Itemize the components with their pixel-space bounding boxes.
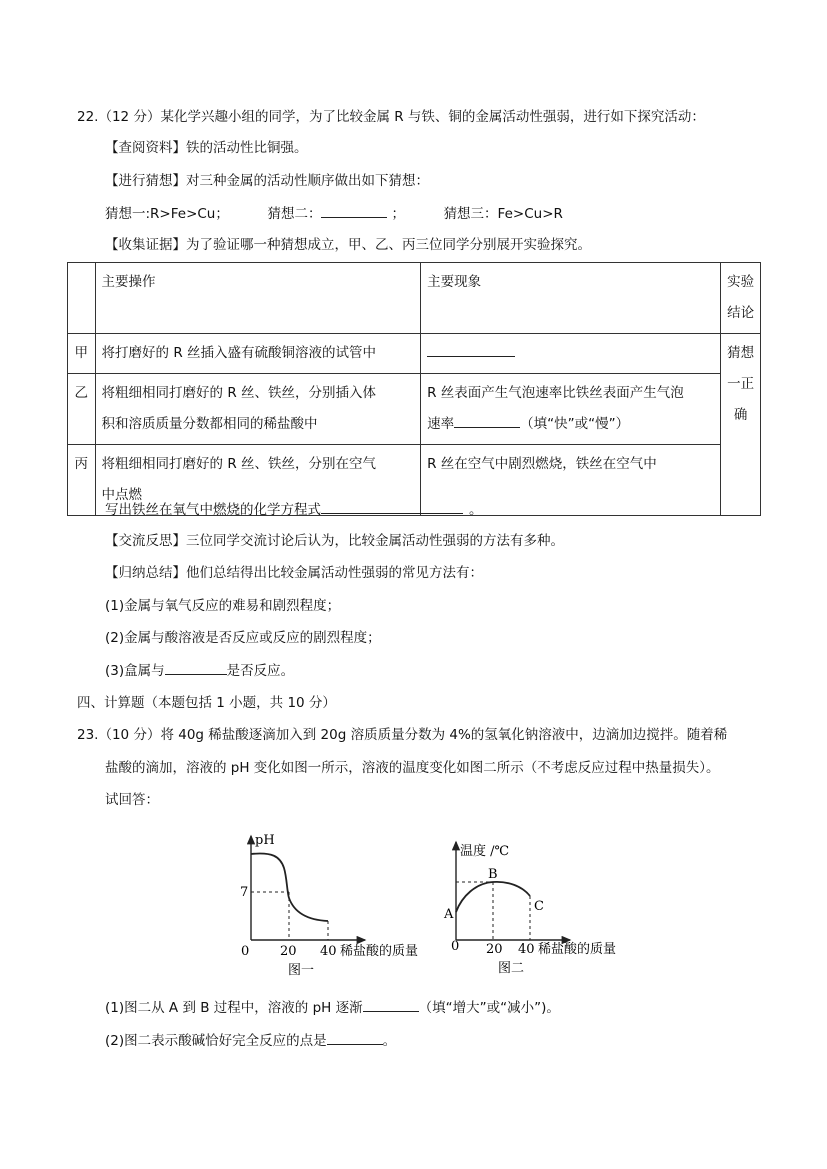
experiment-table (67, 262, 761, 516)
row-operation (95, 374, 421, 445)
header-operation: 主要操作 (95, 263, 421, 334)
origin-label: 0 (451, 939, 460, 954)
guess-2-end: ； (391, 206, 405, 222)
row-phenomenon (421, 374, 721, 445)
row-operation-line2: 中点燃 (101, 487, 143, 503)
header-conclusion (721, 263, 761, 334)
q22-evidence: 【收集证据】为了验证哪一种猜想成立，甲、乙、丙三位同学分别展开实验探究。 (105, 237, 591, 253)
row-student: 甲 (68, 334, 96, 374)
figure-1-ph-chart (232, 826, 432, 978)
equation-text: 写出铁丝在氧气中燃烧的化学方程式 (105, 502, 321, 518)
q22-summary: 【归纳总结】他们总结得出比较金属活动性强弱的常见方法有： (105, 565, 483, 581)
guess-2-blank[interactable] (321, 203, 387, 218)
row-operation-line1: 将粗细相同打磨好的 R 丝、铁丝，分别插入体 (101, 385, 377, 401)
figure-2-temperature-chart (442, 836, 642, 978)
row-phenomenon-line2b: （填“快”或“慢”） (520, 416, 630, 432)
guess-3: 猜想三：Fe>Cu>R (443, 206, 563, 222)
q22-reflect: 【交流反思】三位同学交流讨论后认为，比较金属活动性强弱的方法有多种。 (105, 533, 564, 549)
q22-material: 【查阅资料】铁的活动性比铜强。 (105, 140, 308, 156)
section-4-title: 四、计算题（本题包括 1 小题，共 10 分） (77, 695, 336, 711)
table-row (68, 334, 761, 374)
point-a-label: A (444, 907, 454, 922)
q23-line1: 23.（10 分）将 40g 稀盐酸逐滴加入到 20g 溶质质量分数为 4%的氢氧化钠溶液中，边滴加边搅拌。随着稀 (77, 727, 728, 743)
table-row (68, 374, 761, 445)
q23-sub2 (105, 1030, 396, 1051)
q23-sub2-blank[interactable] (327, 1030, 383, 1045)
q22-guess-line (105, 203, 563, 224)
equation-blank[interactable] (321, 499, 463, 514)
q23-sub1 (105, 997, 560, 1018)
method-3 (105, 660, 294, 681)
row-phenomenon: R 丝在空气中剧烈燃烧，铁丝在空气中 (421, 445, 721, 516)
row-phenomenon-line2a: 速率 (427, 416, 455, 432)
origin-label: 0 (241, 944, 250, 959)
x-tick-20: 20 (280, 944, 297, 959)
y-axis-label: 温度 /℃ (460, 844, 510, 859)
phenomenon-blank[interactable] (427, 342, 515, 357)
row-operation: 将打磨好的 R 丝插入盛有硫酸铜溶液的试管中 (95, 334, 421, 374)
method-1: (1)金属与氧气反应的难易和剧烈程度； (105, 598, 341, 614)
method-2: (2)金属与酸溶液是否反应或反应的剧烈程度； (105, 630, 381, 646)
q23-sub1-a: (1)图二从 A 到 B 过程中，溶液的 pH 逐渐 (105, 1000, 363, 1016)
conclusion-3: 确 (733, 407, 748, 423)
equation-end: 。 (469, 502, 483, 518)
table-header-row (68, 263, 761, 334)
point-b-label: B (488, 867, 498, 882)
row-student: 乙 (68, 374, 96, 445)
x-axis-label: 稀盐酸的质量 (538, 942, 617, 957)
rate-blank[interactable] (454, 413, 520, 428)
point-c-label: C (534, 899, 544, 914)
row-operation-line1: 将粗细相同打磨好的 R 丝、铁丝，分别在空气 (101, 456, 377, 472)
figure-1-caption: 图一 (288, 963, 315, 978)
row-phenomenon (421, 334, 721, 374)
q23-sub1-b: （填“增大”或“减小”)。 (418, 1000, 560, 1016)
q23-sub1-blank[interactable] (363, 997, 419, 1012)
row-student: 丙 (68, 445, 96, 516)
header-empty-cell (68, 263, 96, 334)
x-tick-20: 20 (486, 942, 503, 957)
method-3-b: 是否反应。 (226, 663, 295, 679)
guess-1: 猜想一:R>Fe>Cu； (105, 206, 229, 222)
conclusion-1: 猜想 (727, 345, 755, 361)
q23-sub2-a: (2)图二表示酸碱恰好完全反应的点是 (105, 1033, 327, 1049)
header-conclusion-2: 结论 (727, 305, 755, 321)
header-conclusion-1: 实验 (727, 274, 755, 290)
row-operation-line2: 积和溶质质量分数都相同的稀盐酸中 (101, 416, 318, 432)
guess-2-label: 猜想二： (267, 206, 322, 222)
q23-sub2-b: 。 (382, 1033, 397, 1049)
method-3-a: (3)盒属与 (105, 663, 165, 679)
x-tick-40: 40 (320, 944, 337, 959)
y-tick-7: 7 (240, 885, 249, 900)
conclusion-cell (721, 334, 761, 516)
row-phenomenon-line1: R 丝表面产生气泡速率比铁丝表面产生气泡 (427, 385, 684, 401)
x-axis-label: 稀盐酸的质量 (340, 944, 419, 959)
equation-line (105, 499, 483, 520)
x-tick-40: 40 (518, 942, 535, 957)
y-axis-label: pH (255, 833, 275, 848)
header-phenomenon: 主要现象 (421, 263, 721, 334)
q22-guess-title: 【进行猜想】对三种金属的活动性顺序做出如下猜想： (105, 173, 429, 189)
figure-2-caption: 图二 (498, 961, 525, 976)
method-3-blank[interactable] (165, 660, 227, 675)
q22-intro: 22.（12 分）某化学兴趣小组的同学，为了比较金属 R 与铁、铜的金属活动性强弱，进行如下探究活动： (77, 109, 705, 125)
conclusion-2: 一正 (727, 376, 755, 392)
q23-line2: 盐酸的滴加，溶液的 pH 变化如图一所示，溶液的温度变化如图二所示（不考虑反应过程中热量损失）。 (105, 760, 720, 776)
q23-line3: 试回答： (105, 792, 159, 808)
